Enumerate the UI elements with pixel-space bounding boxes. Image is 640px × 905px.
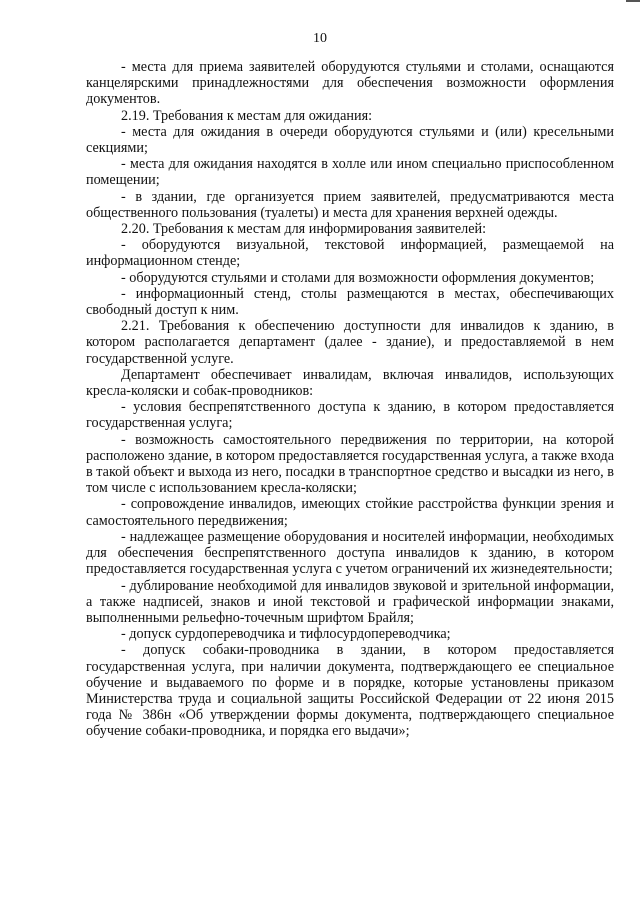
paragraph: - места для ожидания находятся в холле или ином специально приспособленном помещении;	[86, 156, 614, 189]
paragraph: - допуск собаки-проводника в здании, в котором предоставляется государственная услуга, при наличии документа, подтверждающего ее специальное обучение и выдаваемого по форме и в порядке, которые установлены приказом Министерства труда и социальной защиты Российской Федерации от 22 июня 2015 года № 386н «Об утверждении формы документа, подтверждающего специальное обучение собаки-проводника, и порядка его выдачи»;	[86, 642, 614, 740]
paragraph: - возможность самостоятельного передвижения по территории, на которой расположено здание, в котором предоставляется государственная услуга, а также входа в такой объект и выхода из него, посадки в транспортное средство и высадки из него, в том числе с использованием кресла-коляски;	[86, 431, 614, 497]
paragraph: - оборудуются визуальной, текстовой информацией, размещаемой на информационном стенде;	[86, 237, 614, 270]
page-number: 10	[313, 31, 327, 46]
section-heading-2-20: 2.20. Требования к местам для информирования заявителей:	[121, 221, 487, 238]
paragraph: - сопровождение инвалидов, имеющих стойкие расстройства функции зрения и самостоятельного передвижения;	[86, 496, 614, 529]
paragraph: - места для приема заявителей оборудуются стульями и столами, оснащаются канцелярскими принадлежностями для обеспечения возможности оформления документов.	[86, 59, 614, 108]
document-body	[86, 59, 614, 740]
paragraph: - допуск сурдопереводчика и тифлосурдопереводчика;	[121, 626, 451, 643]
paragraph: - места для ожидания в очереди оборудуются стульями и (или) кресельными секциями;	[86, 123, 614, 157]
section-heading-2-21: 2.21. Требования к обеспечению доступности для инвалидов к зданию, в котором располагается департамент (далее - здание), и предоставляемой в нем государственной услуге.	[86, 318, 614, 367]
paragraph: - оборудуются стульями и столами для возможности оформления документов;	[121, 269, 595, 286]
paragraph: - в здании, где организуется прием заявителей, предусматриваются места общественного пользования (туалеты) и места для хранения верхней одежды.	[86, 188, 614, 221]
paragraph: Департамент обеспечивает инвалидам, включая инвалидов, использующих кресла-коляски и собак-проводников:	[86, 366, 614, 400]
paragraph: - дублирование необходимой для инвалидов звуковой и зрительной информации, а также надписей, знаков и иной текстовой и графической информации знаками, выполненными рельефно-точечным шрифтом Брайля;	[86, 577, 614, 626]
scan-edge-mark	[626, 0, 640, 2]
section-heading-2-19: 2.19. Требования к местам для ожидания:	[121, 107, 373, 124]
paragraph: - информационный стенд, столы размещаются в местах, обеспечивающих свободный доступ к ним.	[86, 285, 614, 319]
paragraph: - надлежащее размещение оборудования и носителей информации, необходимых для обеспечения беспрепятственного доступа инвалидов к зданию, в котором предоставляется государственная услуга с учетом ограничений их жизнедеятельности;	[86, 528, 614, 578]
paragraph: - условия беспрепятственного доступа к зданию, в котором предоставляется государственная услуга;	[86, 399, 614, 432]
